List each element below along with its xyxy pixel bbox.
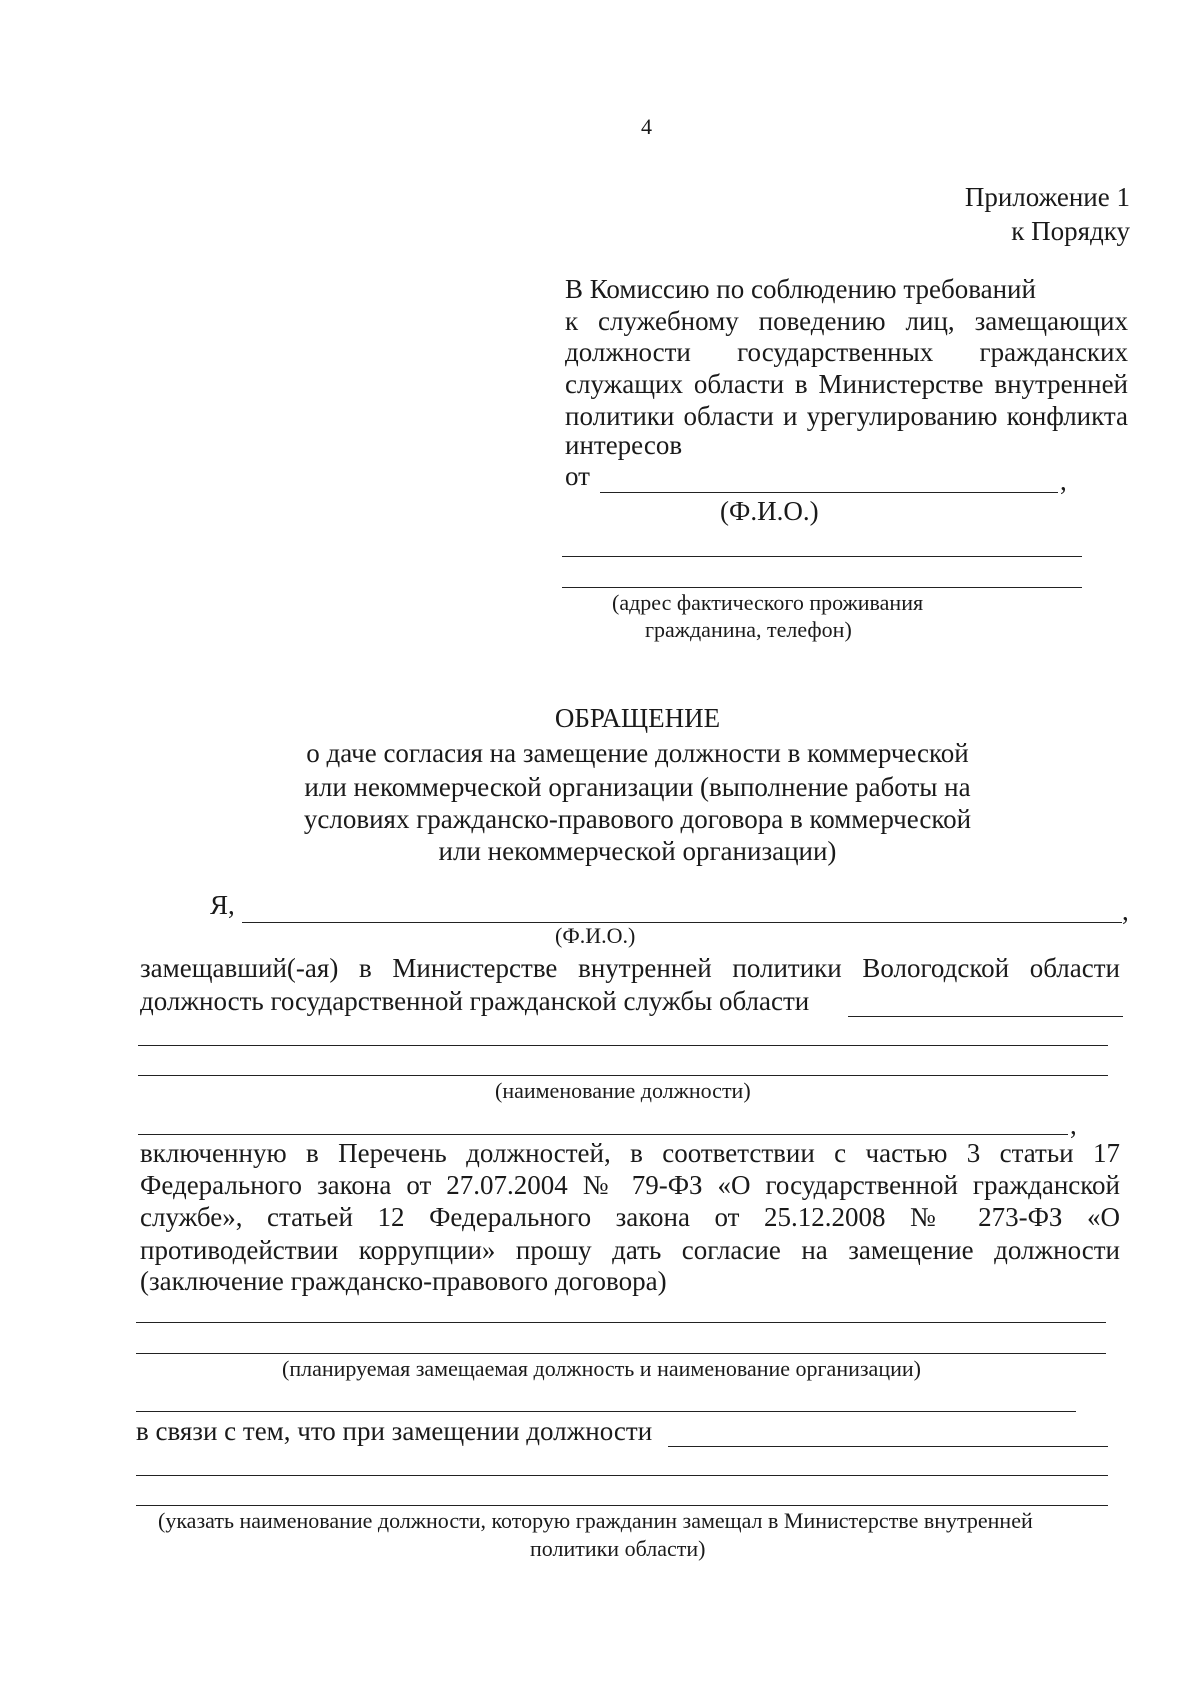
applicant-fio-line (242, 922, 1122, 923)
paragraph1-line-2: должность государственной гражданской службы области (140, 986, 810, 1016)
paragraph3-line-1: в связи с тем, что при замещении должности (136, 1416, 653, 1446)
subtitle-line-3: условиях гражданско-правового договора в коммерческой (303, 804, 972, 834)
address-caption-1: (адрес фактического проживания (612, 590, 924, 615)
prior-position-fill-line-2 (136, 1475, 1108, 1476)
addressee-line-5: политики области и урегулированию конфликта (565, 401, 1128, 431)
planned-caption: (планируемая замещаемая должность и наименование организации) (282, 1356, 921, 1381)
final-caption-1: (указать наименование должности, которую гражданин замещал в Министерстве внутренней (158, 1508, 1033, 1533)
address-caption-2: гражданина, телефон) (645, 617, 852, 642)
document-title: ОБРАЩЕНИЕ (554, 703, 721, 733)
subtitle-line-1: о даче согласия на замещение должности в коммерческой (306, 738, 969, 768)
fio-fill-line (600, 492, 1058, 493)
page-number: 4 (641, 114, 652, 139)
i-comma: , (1122, 896, 1129, 926)
address-fill-line-2 (562, 587, 1082, 588)
paragraph1-line-1: замещавший(-ая) в Министерстве внутренней политики Вологодской области (140, 953, 1120, 983)
prior-position-fill-line-1 (668, 1446, 1108, 1447)
paragraph2-line-4: противодействии коррупции» прошу дать согласие на замещение должности (140, 1235, 1120, 1265)
prior-position-fill-line-3 (136, 1505, 1108, 1506)
position-comma: , (1070, 1110, 1077, 1140)
position-fill-line-3 (138, 1075, 1108, 1076)
appendix-line-1: Приложение 1 (964, 182, 1130, 212)
addressee-line-6: интересов (565, 430, 683, 460)
addressee-line-3: должности государственных гражданских (565, 337, 1128, 367)
addressee-line-1: В Комиссию по соблюдению требований (565, 274, 1036, 304)
address-fill-line-1 (562, 556, 1082, 557)
paragraph2-line-5: (заключение гражданско-правового договора) (140, 1266, 667, 1296)
position-caption: (наименование должности) (495, 1078, 751, 1103)
planned-fill-line-3 (136, 1411, 1076, 1412)
planned-fill-line-1 (136, 1322, 1106, 1323)
paragraph2-line-2: Федерального закона от 27.07.2004 № 79-ФЗ «О государственной гражданской (140, 1170, 1120, 1200)
applicant-fio-caption: (Ф.И.О.) (555, 923, 636, 948)
addressee-line-4: служащих области в Министерстве внутренней (565, 369, 1128, 399)
paragraph2-line-1: включенную в Перечень должностей, в соответствии с частью 3 статьи 17 (140, 1138, 1120, 1168)
addressee-line-2: к служебному поведению лиц, замещающих (565, 306, 1128, 336)
i-label: Я, (210, 890, 235, 920)
from-label: от (565, 461, 590, 491)
paragraph2-line-3: службе», статьей 12 Федерального закона от 25.12.2008 № 273-ФЗ «О (140, 1202, 1120, 1232)
planned-fill-line-2 (136, 1353, 1106, 1354)
subtitle-line-4: или некоммерческой организации) (438, 836, 837, 866)
fio-caption: (Ф.И.О.) (720, 496, 819, 526)
position-fill-line-2 (138, 1045, 1108, 1046)
position-fill-line-4 (138, 1134, 1068, 1135)
position-fill-line-1 (848, 1016, 1123, 1017)
appendix-line-2: к Порядку (1011, 216, 1130, 246)
final-caption-2: политики области) (530, 1536, 706, 1561)
subtitle-line-2: или некоммерческой организации (выполнение работы на (304, 772, 971, 802)
from-comma: , (1060, 466, 1067, 496)
